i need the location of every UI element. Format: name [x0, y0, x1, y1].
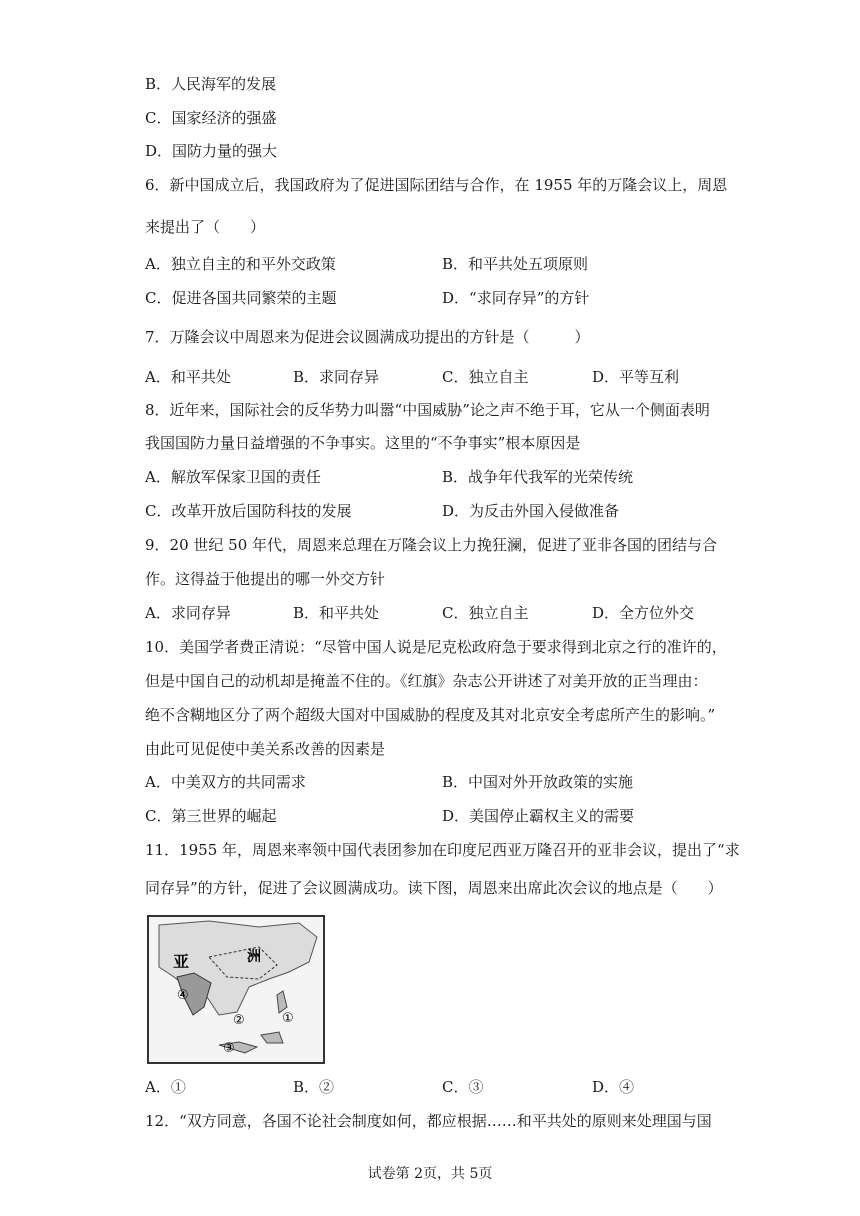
q9-stem-line1: 9．20 世纪 50 年代，周恩来总理在万隆会议上力挽狂澜，促进了亚非各国的团结与合 [145, 536, 718, 554]
q9-option-a: A．求同存异 [145, 604, 231, 622]
q11-option-c: C．③ [442, 1078, 484, 1096]
q8-stem-line1: 8．近年来，国际社会的反华势力叫嚣“中国威胁”论之声不绝于耳，它从一个侧面表明 [145, 401, 710, 419]
q7-option-c: C．独立自主 [442, 368, 529, 386]
q6-option-a: A．独立自主的和平外交政策 [145, 255, 336, 273]
q6-stem-line2: 来提出了（ ） [145, 218, 266, 236]
asia-map-figure [147, 915, 325, 1064]
q10-stem-line2: 但是中国自己的动机却是掩盖不住的。《红旗》杂志公开讲述了对美开放的正当理由： [145, 672, 708, 690]
q8-option-a: A．解放军保家卫国的责任 [145, 468, 321, 486]
q6-option-d: D．“求同存异”的方针 [442, 289, 590, 307]
prev-option-c: C．国家经济的强盛 [145, 109, 277, 127]
q8-option-c: C．改革开放后国防科技的发展 [145, 502, 352, 520]
page-footer: 试卷第 2页，共 5页 [367, 1166, 493, 1182]
q10-stem-line3: 绝不含糊地区分了两个超级大国对中国威胁的程度及其对北京安全考虑所产生的影响。” [145, 706, 716, 724]
q11-stem-line2: 同存异”的方针，促进了会议圆满成功。读下图，周恩来出席此次会议的地点是（ ） [145, 879, 723, 897]
q11-option-a: A．① [145, 1078, 186, 1096]
q8-option-b: B．战争年代我军的光荣传统 [442, 468, 634, 486]
prev-option-b: B．人民海军的发展 [145, 75, 277, 93]
q9-option-b: B．和平共处 [293, 604, 380, 622]
map-marker-4: ④ [177, 988, 189, 1003]
q11-option-d: D．④ [592, 1078, 635, 1096]
q12-stem-line1: 12．“双方同意，各国不论社会制度如何，都应根据……和平共处的原则来处理国与国 [145, 1112, 712, 1130]
q9-option-c: C．独立自主 [442, 604, 529, 622]
map-label-asia: 亚 [173, 952, 190, 971]
q7-stem: 7．万隆会议中周恩来为促进会议圆满成功提出的方针是（ ） [145, 328, 590, 346]
q7-option-d: D．平等互利 [592, 368, 680, 386]
q8-option-d: D．为反击外国入侵做准备 [442, 502, 620, 520]
map-label-zhou: 洲 [247, 949, 261, 965]
q6-stem-line1: 6．新中国成立后，我国政府为了促进国际团结与合作，在 1955 年的万隆会议上，周恩 [145, 176, 728, 194]
q7-option-b: B．求同存异 [293, 368, 380, 386]
q8-stem-line2: 我国国防力量日益增强的不争事实。这里的“不争事实”根本原因是 [145, 434, 581, 452]
q7-option-a: A．和平共处 [145, 368, 231, 386]
q10-stem-line4: 由此可见促使中美关系改善的因素是 [145, 740, 386, 758]
q10-option-b: B．中国对外开放政策的实施 [442, 773, 634, 791]
map-marker-1: ① [282, 1011, 294, 1026]
q10-option-c: C．第三世界的崛起 [145, 807, 277, 825]
q11-stem-line1: 11．1955 年，周恩来率领中国代表团参加在印度尼西亚万隆召开的亚非会议，提出了“求 [145, 841, 740, 859]
q10-stem-line1: 10．美国学者费正清说：“尽管中国人说是尼克松政府急于要求得到北京之行的准许的， [145, 638, 727, 656]
q10-option-d: D．美国停止霸权主义的需要 [442, 807, 635, 825]
map-marker-3: ③ [223, 1041, 235, 1056]
q9-stem-line2: 作。这得益于他提出的哪一外交方针 [145, 570, 386, 588]
map-drawing [149, 917, 323, 1062]
q6-option-b: B．和平共处五项原则 [442, 255, 589, 273]
map-marker-2: ② [233, 1013, 245, 1028]
philippines-islands [277, 991, 287, 1013]
q11-option-b: B．② [293, 1078, 335, 1096]
q9-option-d: D．全方位外交 [592, 604, 695, 622]
q10-option-a: A．中美双方的共同需求 [145, 773, 306, 791]
prev-option-d: D．国防力量的强大 [145, 142, 278, 160]
q6-option-c: C．促进各国共同繁荣的主题 [145, 289, 337, 307]
